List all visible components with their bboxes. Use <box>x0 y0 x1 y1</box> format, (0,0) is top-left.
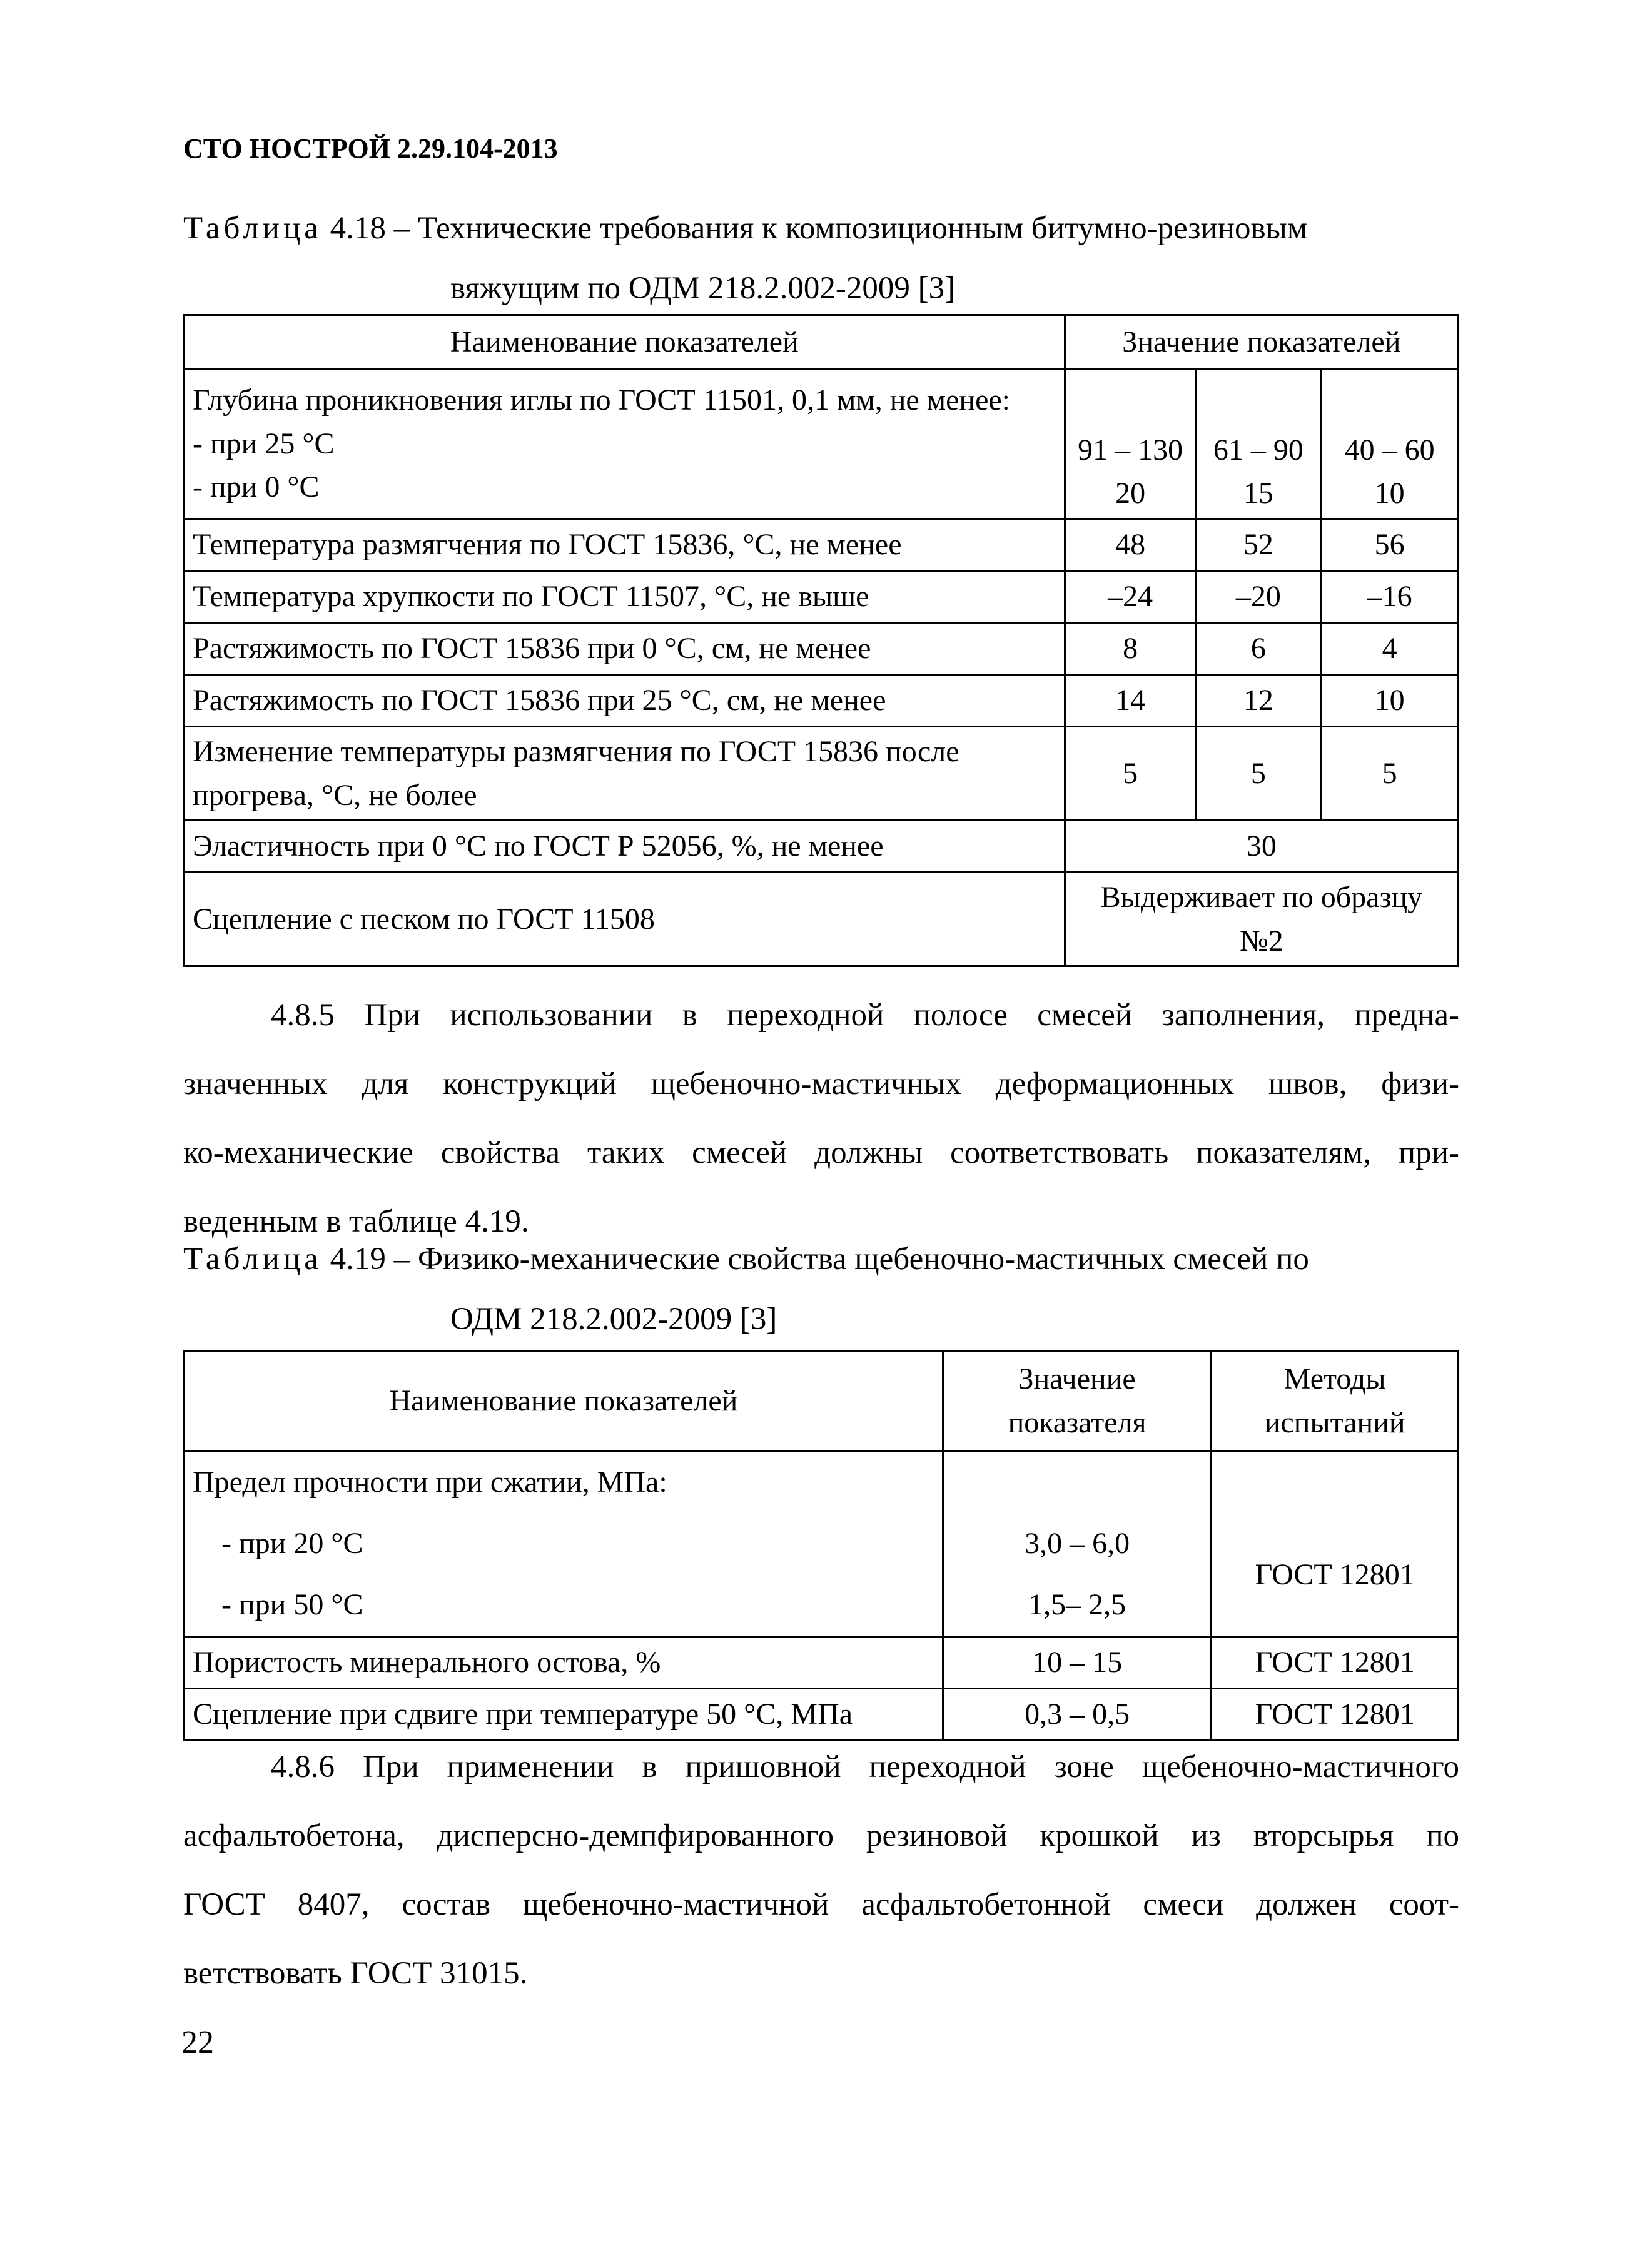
table-row <box>185 821 1459 873</box>
paragraph-4-8-5 <box>183 981 1459 1256</box>
row-name-cell: Растяжимость по ГОСТ 15836 при 25 °С, см, не менее <box>185 675 1065 727</box>
table-row <box>185 571 1459 623</box>
value-cell: 5 <box>1321 727 1459 821</box>
row-name-cell: Температура хрупкости по ГОСТ 11507, °С, не выше <box>185 571 1065 623</box>
method-cell: ГОСТ 12801 <box>1212 1451 1459 1637</box>
table-4-18-caption-line2: вяжущим по ОДМ 218.2.002-2009 [3] <box>450 271 956 306</box>
row-name-line: - при 50 °С <box>221 1588 363 1621</box>
row-name-cell: Сцепление с песком по ГОСТ 11508 <box>185 873 1065 966</box>
header-line: Значение <box>1018 1362 1136 1395</box>
value-cell: 5 <box>1196 727 1321 821</box>
table-header-row <box>185 315 1459 369</box>
table-caption-text: 4.18 – Технические требования к композиционным битумно-резиновым <box>321 211 1308 246</box>
value-cell: 8 <box>1065 623 1196 675</box>
table-row <box>185 1637 1459 1689</box>
row-name-cell: Пористость минерального остова, % <box>185 1637 943 1689</box>
table-row <box>185 369 1459 519</box>
header-cell-method <box>1212 1351 1459 1451</box>
paragraph-line: 4.8.6 При применении в пришовной переходной зоне щебеночно-мастичного <box>271 1749 1459 1785</box>
row-name-line: - при 0 °С <box>193 470 320 504</box>
paragraph-line: ко-механические свойства таких смесей должны соответствовать показателям, при- <box>183 1135 1459 1170</box>
value-cell: 12 <box>1196 675 1321 727</box>
value-cell: 4 <box>1321 623 1459 675</box>
value-cell: –20 <box>1196 571 1321 623</box>
value-cell: 5 <box>1065 727 1196 821</box>
value-line: 10 <box>1374 477 1405 510</box>
value-cell <box>943 1451 1212 1637</box>
value-cell <box>1321 369 1459 519</box>
value-cell: 14 <box>1065 675 1196 727</box>
paragraph-line: асфальтобетона, дисперсно-демпфированного резиновой крошкой из вторсырья по <box>183 1818 1459 1853</box>
row-name-line: Глубина проникновения иглы по ГОСТ 11501, 0,1 мм, не менее: <box>193 383 1011 417</box>
row-name-line: - при 25 °С <box>193 427 335 460</box>
header-line: испытаний <box>1264 1405 1405 1439</box>
header-cell-name: Наименование показателей <box>185 1351 943 1451</box>
page-number: 22 <box>181 2025 214 2060</box>
value-line: №2 <box>1239 924 1283 958</box>
header-cell-name: Наименование показателей <box>185 315 1065 369</box>
table-4-19-caption-line1 <box>183 1243 1309 1275</box>
value-line: 61 – 90 <box>1213 433 1304 467</box>
row-name-cell: Растяжимость по ГОСТ 15836 при 0 °С, см, не менее <box>185 623 1065 675</box>
table-4-18 <box>183 314 1459 967</box>
table-row <box>185 727 1459 821</box>
row-name-cell: Температура размягчения по ГОСТ 15836, °С, не менее <box>185 519 1065 571</box>
table-caption-text: 4.19 – Физико-механические свойства щебеночно-мастичных смесей по <box>321 1242 1309 1277</box>
row-name-cell: Сцепление при сдвиге при температуре 50 °С, МПа <box>185 1689 943 1741</box>
table-row <box>185 519 1459 571</box>
table-row <box>185 623 1459 675</box>
value-cell: 10 <box>1321 675 1459 727</box>
paragraph-line: ГОСТ 8407, состав щебеночно-мастичной асфальтобетонной смеси должен соот- <box>183 1887 1459 1922</box>
value-line: 15 <box>1243 477 1273 510</box>
document-code-header: СТО НОСТРОЙ 2.29.104-2013 <box>183 133 558 164</box>
paragraph-line: 4.8.5 При использовании в переходной полосе смесей заполнения, предна- <box>271 998 1459 1033</box>
value-line: Выдерживает по образцу <box>1100 880 1423 914</box>
row-name-cell <box>185 727 1065 821</box>
row-name-cell <box>185 369 1065 519</box>
paragraph-line: веденным в таблице 4.19. <box>183 1204 529 1239</box>
method-cell: ГОСТ 12801 <box>1212 1637 1459 1689</box>
value-cell: 10 – 15 <box>943 1637 1212 1689</box>
table-row <box>185 675 1459 727</box>
value-line: 20 <box>1115 477 1146 510</box>
value-cell: 0,3 – 0,5 <box>943 1689 1212 1741</box>
value-cell: 52 <box>1196 519 1321 571</box>
row-name-line: Изменение температуры размягчения по ГОСТ 15836 после <box>193 734 959 768</box>
header-cell-value <box>943 1351 1212 1451</box>
paragraph-line: значенных для конструкций щебеночно-мастичных деформационных швов, физи- <box>183 1066 1459 1101</box>
table-4-19-caption-line2: ОДМ 218.2.002-2009 [3] <box>450 1302 777 1337</box>
value-cell: –16 <box>1321 571 1459 623</box>
value-cell <box>1065 873 1458 966</box>
value-cell: 48 <box>1065 519 1196 571</box>
table-4-19 <box>183 1350 1459 1741</box>
row-name-cell: Эластичность при 0 °С по ГОСТ Р 52056, %, не менее <box>185 821 1065 873</box>
method-cell: ГОСТ 12801 <box>1212 1689 1459 1741</box>
value-cell: –24 <box>1065 571 1196 623</box>
value-cell: 30 <box>1065 821 1458 873</box>
table-4-18-caption-line1 <box>183 213 1307 245</box>
row-name-line: Предел прочности при сжатии, МПа: <box>193 1466 667 1499</box>
paragraph-line: ветствовать ГОСТ 31015. <box>183 1956 528 1991</box>
paragraph-4-8-6 <box>183 1733 1459 2008</box>
row-name-line: прогрева, °С, не более <box>193 778 477 812</box>
table-header-row <box>185 1351 1459 1451</box>
value-line: 3,0 – 6,0 <box>1025 1527 1130 1560</box>
value-line: 91 – 130 <box>1078 433 1183 467</box>
row-name-line: - при 20 °С <box>221 1527 363 1560</box>
table-row <box>185 873 1459 966</box>
value-cell: 6 <box>1196 623 1321 675</box>
table-caption-word: Таблица <box>183 1242 322 1277</box>
header-cell-value: Значение показателей <box>1065 315 1458 369</box>
value-cell: 56 <box>1321 519 1459 571</box>
row-name-cell <box>185 1451 943 1637</box>
table-caption-word: Таблица <box>183 211 322 246</box>
value-cell <box>1065 369 1196 519</box>
header-line: Методы <box>1283 1362 1386 1395</box>
table-row <box>185 1451 1459 1637</box>
value-line: 1,5– 2,5 <box>1028 1588 1126 1621</box>
value-line: 40 – 60 <box>1344 433 1435 467</box>
value-cell <box>1196 369 1321 519</box>
header-line: показателя <box>1008 1405 1147 1439</box>
